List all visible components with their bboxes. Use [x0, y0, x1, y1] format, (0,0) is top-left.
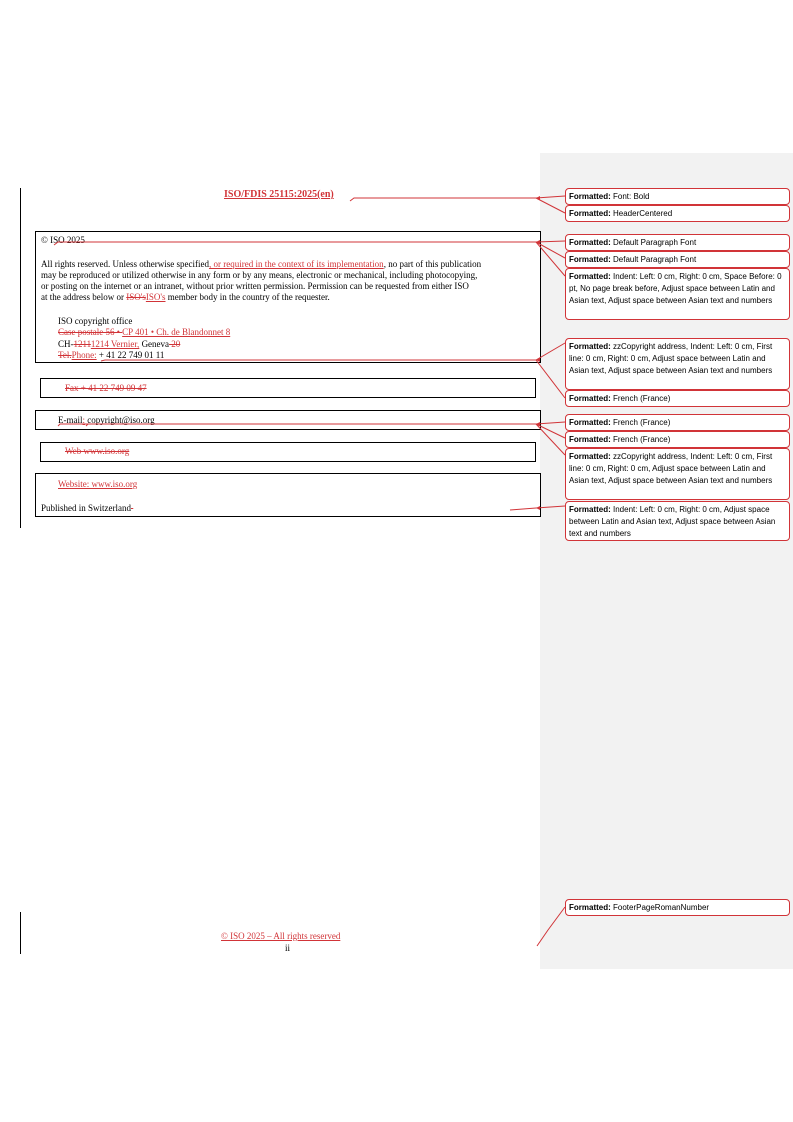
email-label: E-mail [58, 415, 83, 425]
balloon-text: Default Paragraph Font [610, 255, 697, 264]
inserted-website: Website: www.iso.org [58, 479, 138, 489]
balloon-text: zzCopyright address, Indent: Left: 0 cm, First line: 0 cm, Right: 0 cm, Adjust space between Latin and Asian text, Adjust space between Asian text and numbers [569, 342, 773, 375]
footer-copyright-text: © ISO 2025 – All rights reserved [221, 931, 341, 941]
balloon-label: Formatted: [569, 238, 611, 247]
inserted-phone-label: Phone: [71, 350, 97, 360]
format-balloon[interactable] [565, 188, 790, 205]
deleted-city-suffix: 20 [169, 339, 181, 349]
balloon-label: Formatted: [569, 272, 611, 281]
format-balloon[interactable] [565, 251, 790, 268]
balloon-text: HeaderCentered [610, 209, 673, 218]
connector-line [58, 422, 565, 426]
connector-line [536, 424, 565, 438]
header-doc-id-text: ISO/FDIS 25115:2025(en) [224, 189, 334, 200]
balloon-label: Formatted: [569, 418, 611, 427]
format-balloon[interactable] [565, 414, 790, 431]
balloon-label: Formatted: [569, 505, 611, 514]
balloon-text: Font: Bold [610, 192, 650, 201]
balloon-label: Formatted: [569, 255, 611, 264]
copyright-notice-text: © ISO 2025 [41, 235, 85, 245]
connector-arrow [536, 506, 540, 510]
phone-number: + 41 22 749 01 11 [96, 350, 165, 360]
deleted-tel-label: Tel. [58, 350, 72, 360]
balloon-label: Formatted: [569, 342, 611, 351]
format-balloon[interactable] [565, 338, 790, 390]
deleted-web: Web www.iso.org [65, 446, 130, 456]
format-balloon[interactable] [565, 448, 790, 500]
connector-line [536, 242, 565, 276]
inserted-address: CP 401 • Ch. de Blandonnet 8 [122, 327, 231, 337]
format-balloon[interactable] [565, 431, 790, 448]
city-name: Geneva [139, 339, 170, 349]
inserted-postcode: 1214 Vernier, [90, 339, 140, 349]
inserted-text: ISO's [145, 292, 166, 302]
balloon-text: French (France) [610, 394, 671, 403]
format-balloon[interactable] [565, 501, 790, 541]
page-number: ii [285, 943, 291, 953]
email-address: copyright@iso.org [85, 415, 155, 425]
connector-line [536, 242, 565, 258]
deleted-address: Case postale 56 • [58, 327, 123, 337]
balloon-text: Indent: Left: 0 cm, Right: 0 cm, Space Before: 0 pt, No page break before, Adjust space between Latin and Asian text, Adjust space between Asian text and numbers [569, 272, 782, 305]
balloon-label: Formatted: [569, 903, 611, 912]
connector-line [536, 360, 565, 398]
deleted-postcode: 1211 [73, 339, 91, 349]
format-balloon[interactable] [565, 390, 790, 407]
connector-line [54, 241, 565, 245]
rights-text-line-4-end: member body in the country of the requester. [165, 292, 330, 302]
format-balloon[interactable] [565, 234, 790, 251]
rights-text: All rights reserved. Unless otherwise specified [41, 259, 209, 269]
connector-line [536, 424, 565, 455]
balloon-text: French (France) [610, 418, 671, 427]
balloon-label: Formatted: [569, 209, 611, 218]
balloon-label: Formatted: [569, 394, 611, 403]
deleted-text: ISO's [126, 292, 146, 302]
rights-text-line-2: may be reproduced or utilized otherwise in any form or by any means, electronic or mechanical, including photocopying, [41, 270, 478, 280]
published-text: Published in Switzerland [41, 503, 131, 513]
balloon-text: Indent: Left: 0 cm, Right: 0 cm, Adjust space between Latin and Asian text, Adjust space between Asian text and numbers [569, 505, 776, 538]
balloon-text: FooterPageRomanNumber [610, 903, 710, 912]
connector-line [101, 343, 565, 361]
connector-line [536, 198, 565, 213]
balloon-text: Default Paragraph Font [610, 238, 697, 247]
inserted-colon: : [82, 415, 86, 425]
rights-text-line-3: or posting on the internet or an intranet, without prior written permission. Permission can be requested from either ISO [41, 281, 469, 291]
balloon-label: Formatted: [569, 452, 611, 461]
rights-text-cont: , no part of this publication [383, 259, 482, 269]
office-name-text: ISO copyright office [58, 316, 133, 326]
balloon-text: zzCopyright address, Indent: Left: 0 cm, First line: 0 cm, Right: 0 cm, Adjust space between Latin and Asian text, Adjust space between Asian text and numbers [569, 452, 773, 485]
rights-inserted-text: , or required in the context of its implementation [208, 259, 384, 269]
rights-text-line-4: at the address below or [41, 292, 127, 302]
format-balloon[interactable] [565, 899, 790, 916]
format-balloon[interactable] [565, 268, 790, 320]
balloon-label: Formatted: [569, 192, 611, 201]
format-balloon[interactable] [565, 205, 790, 222]
city-prefix: CH- [58, 339, 74, 349]
balloon-text: French (France) [610, 435, 671, 444]
connector-line [537, 907, 565, 946]
balloon-label: Formatted: [569, 435, 611, 444]
deleted-fax: Fax + 41 22 749 09 47 [65, 383, 147, 393]
connector-line [350, 196, 565, 201]
